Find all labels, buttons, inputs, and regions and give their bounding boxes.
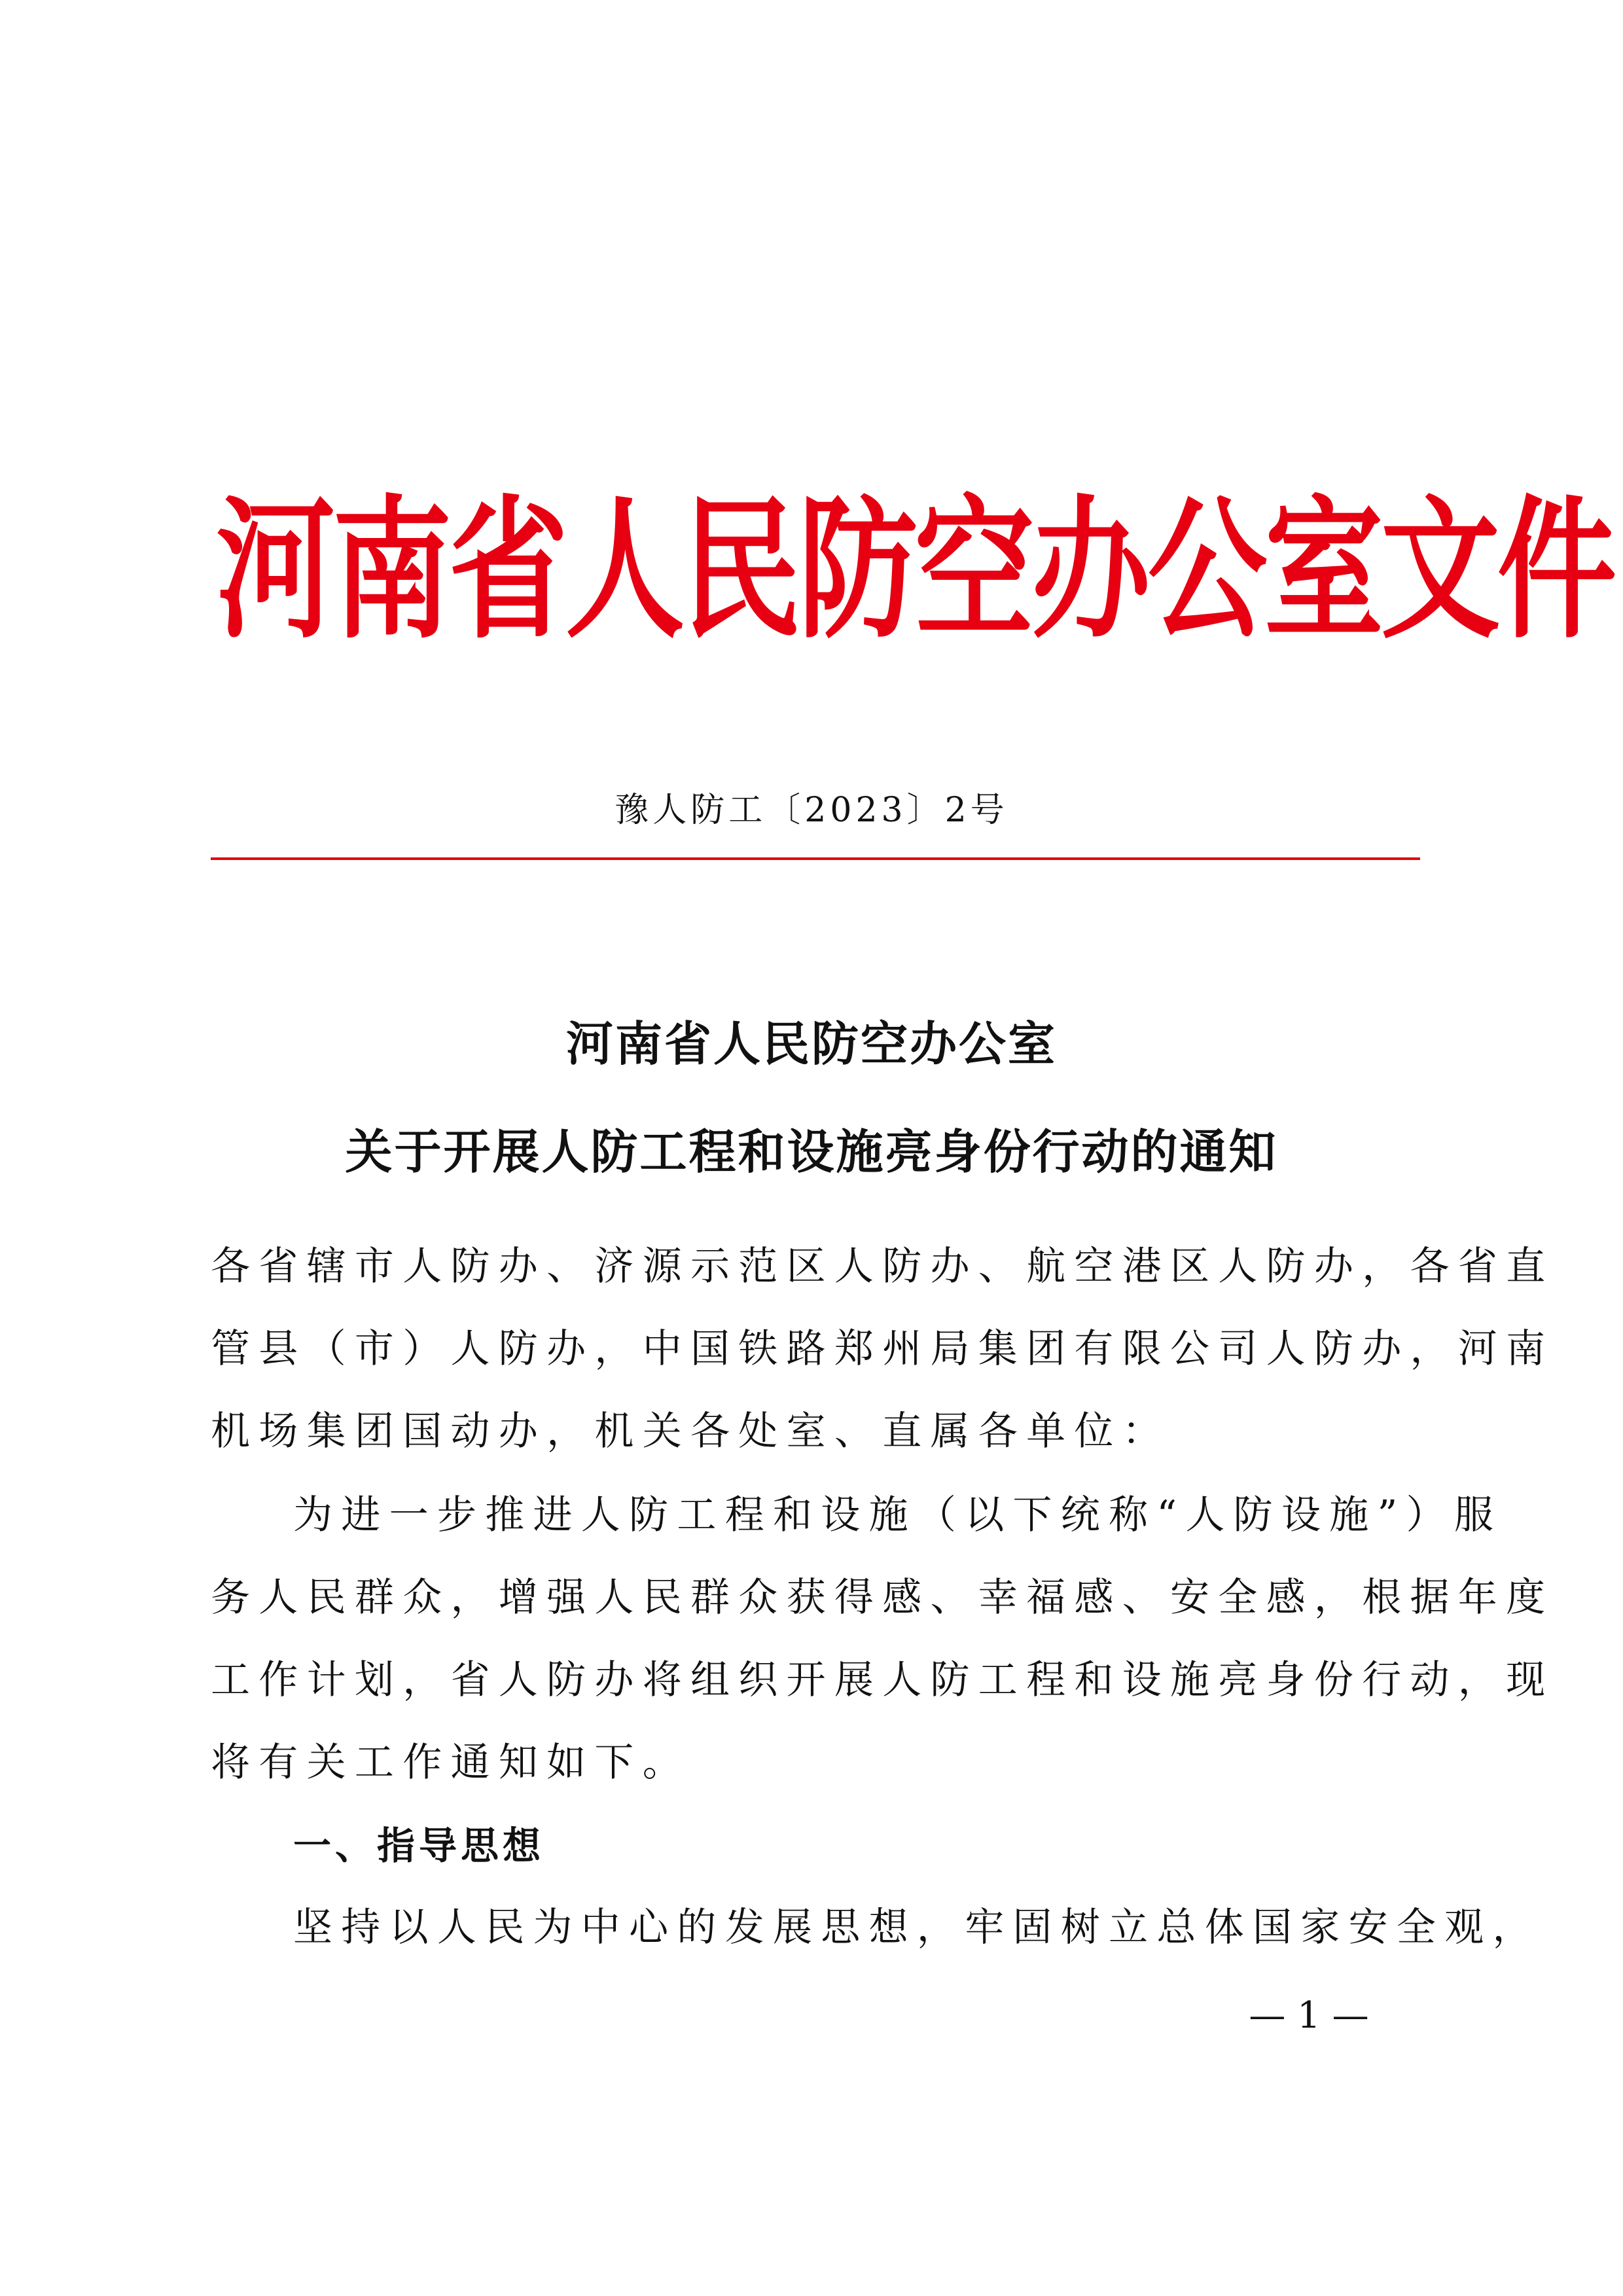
document-title-line-2: 关于开展人防工程和设施亮身份行动的通知 (345, 1124, 1278, 1179)
document-title-line-1: 河南省人民防空办公室 (565, 1016, 1057, 1071)
intro-paragraph-line-4: 将有关工作通知如下。 (211, 1740, 690, 1785)
intro-paragraph-line-3: 工作计划，省人防办将组织开展人防工程和设施亮身份行动，现 (211, 1657, 1554, 1703)
recipients-line-1: 各省辖市人防办、济源示范区人防办、航空港区人防办，各省直 (211, 1244, 1554, 1289)
page-number: — 1 — (1249, 1994, 1369, 2037)
intro-paragraph-line-2: 务人民群众，增强人民群众获得感、幸福感、安全感，根据年度 (211, 1575, 1554, 1621)
document-number: 豫人防工〔2023〕2号 (615, 791, 1008, 830)
document-masthead: 河南省人民防空办公室文件 (216, 480, 1614, 659)
section-1-paragraph-line-1: 坚持以人民为中心的发展思想，牢固树立总体国家安全观， (293, 1905, 1541, 1950)
section-heading-guiding-ideology: 一、指导思想 (293, 1823, 545, 1868)
red-separator-line (211, 857, 1420, 860)
recipients-line-2: 管县（市）人防办，中国铁路郑州局集团有限公司人防办，河南 (211, 1326, 1554, 1372)
recipients-line-3: 机场集团国动办，机关各处室、直属各单位： (211, 1408, 1170, 1454)
intro-paragraph-line-1: 为进一步推进人防工程和设施（以下统称“人防设施”）服 (293, 1492, 1503, 1538)
